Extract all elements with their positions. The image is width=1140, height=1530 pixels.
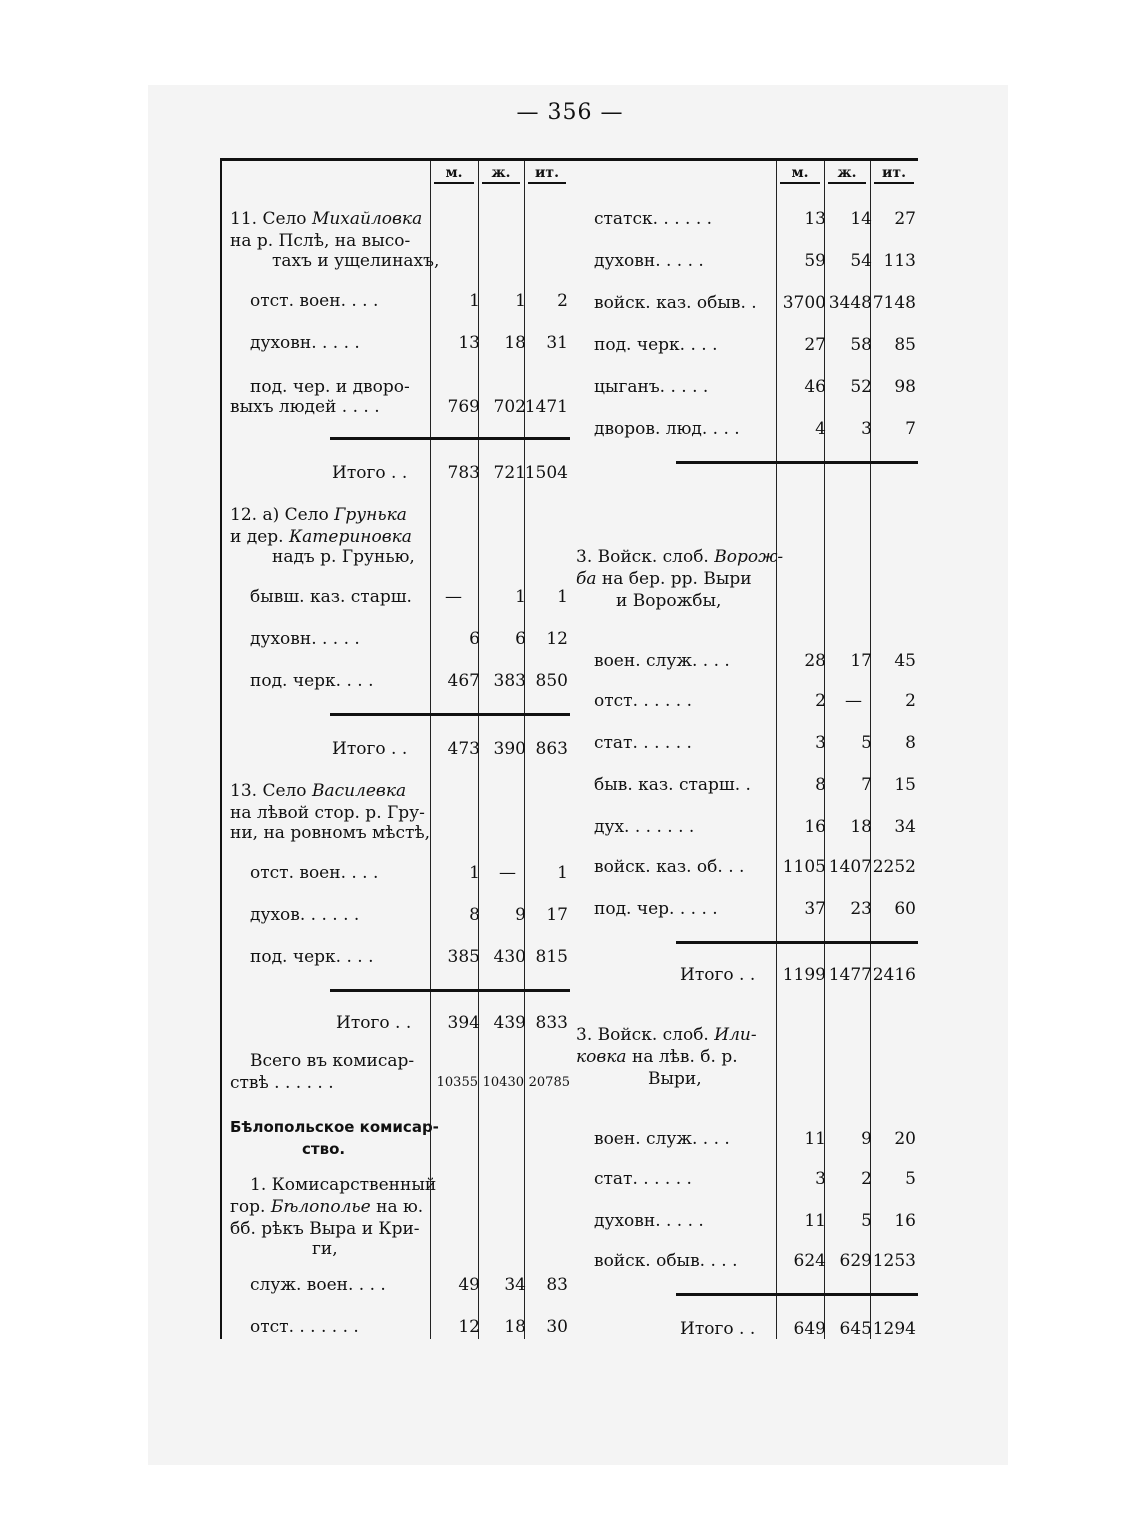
value-it: 45: [894, 651, 916, 671]
value-it: 833: [535, 1013, 568, 1033]
value-zh: 3448: [828, 293, 872, 313]
header-it: ит.: [528, 165, 566, 184]
value-m: 3: [815, 733, 826, 753]
value-m: 473: [447, 739, 480, 759]
header-zh: ж.: [828, 165, 866, 184]
value-it: 27: [894, 209, 916, 229]
total-rule: [330, 989, 570, 992]
row-label: стат. . . . . .: [594, 733, 692, 753]
value-it: 2252: [872, 857, 916, 877]
value-m: 59: [804, 251, 826, 271]
row-label: под. чер. . . . .: [594, 899, 718, 919]
value-zh: 9: [515, 905, 526, 925]
value-m: 769: [447, 397, 480, 417]
value-zh: 17: [850, 651, 872, 671]
value-it: 98: [894, 377, 916, 397]
village-name: Бѣлополье: [270, 1197, 371, 1217]
value-zh: 383: [493, 671, 526, 691]
value-zh: 645: [839, 1319, 872, 1339]
value-it: 2: [557, 291, 568, 311]
row-label: отст. . . . . .: [594, 691, 693, 711]
settlement-desc: и Ворожбы,: [616, 591, 722, 611]
value-m: 385: [447, 947, 480, 967]
value-it: 17: [546, 905, 568, 925]
value-it: 30: [546, 1317, 568, 1337]
village-desc: тахъ и ущелинахъ,: [272, 251, 440, 271]
village-name: Михайловка: [311, 209, 423, 229]
value-it: 1504: [524, 463, 568, 483]
row-label: под. черк. . . .: [250, 671, 374, 691]
value-m: 8: [469, 905, 480, 925]
value-zh: 18: [850, 817, 872, 837]
value-m: 28: [804, 651, 826, 671]
value-zh: —: [499, 863, 516, 883]
value-zh: 721: [493, 463, 526, 483]
total-label: Итого . .: [680, 1319, 756, 1339]
row-label: стат. . . . . .: [594, 1169, 692, 1189]
value-m: —: [445, 587, 462, 607]
value-m: 49: [458, 1275, 480, 1295]
value-zh: 7: [861, 775, 872, 795]
value-it: 850: [535, 671, 568, 691]
row-label: отст. воен. . . .: [250, 291, 379, 311]
left-column: [220, 158, 570, 1339]
grand-total-label: Всего въ комисар-: [250, 1051, 415, 1071]
total-label: Итого . .: [336, 1013, 412, 1033]
value-it: 12: [546, 629, 568, 649]
value-zh: 34: [504, 1275, 526, 1295]
value-zh: 629: [839, 1251, 872, 1271]
value-it: 1294: [872, 1319, 916, 1339]
value-m: 11: [804, 1129, 826, 1149]
village-desc: на р. Пслѣ, на высо-: [230, 231, 411, 251]
settlement-number: 3. Войск. слоб.: [576, 1025, 709, 1045]
value-zh: 52: [850, 377, 872, 397]
row-label: дух. . . . . . .: [594, 817, 695, 837]
settlement-desc: на лѣв. б. р.: [631, 1047, 738, 1067]
value-zh: 390: [493, 739, 526, 759]
value-zh: 3: [861, 419, 872, 439]
value-m: 12: [458, 1317, 480, 1337]
total-rule: [330, 713, 570, 716]
value-it: 2: [905, 691, 916, 711]
value-m: 37: [804, 899, 826, 919]
value-m: 3700: [782, 293, 826, 313]
value-it: 85: [894, 335, 916, 355]
page-number: — 356 —: [516, 100, 624, 125]
village-name: Катериновка: [288, 527, 412, 547]
settlement-desc: на бер. рр. Выри: [601, 569, 752, 589]
value-m: 649: [793, 1319, 826, 1339]
village-name: Грунька: [334, 505, 407, 525]
value-zh: 6: [515, 629, 526, 649]
value-m: 783: [447, 463, 480, 483]
value-zh: 702: [493, 397, 526, 417]
row-label: выхъ людей . . . .: [230, 397, 380, 417]
value-m: 1: [469, 863, 480, 883]
value-it: 34: [894, 817, 916, 837]
total-label: Итого . .: [332, 739, 408, 759]
village-desc: ни, на ровномъ мѣстѣ,: [230, 823, 431, 843]
row-label: войск. каз. обыв. .: [594, 293, 757, 313]
value-zh: 1407: [828, 857, 872, 877]
village-number: 12. а) Село: [230, 505, 329, 525]
row-label: бывш. каз. старш.: [250, 587, 412, 607]
row-label: войск. каз. об. . .: [594, 857, 745, 877]
row-label: отст. воен. . . .: [250, 863, 379, 883]
value-m: 46: [804, 377, 826, 397]
row-label: духовн. . . . .: [250, 629, 360, 649]
settlement-desc: Выри,: [648, 1069, 702, 1089]
total-label: Итого . .: [680, 965, 756, 985]
value-zh: 5: [861, 733, 872, 753]
value-it: 863: [535, 739, 568, 759]
col-divider: [776, 161, 777, 1339]
settlement-number: 3. Войск. слоб.: [576, 547, 709, 567]
value-zh: 1477: [828, 965, 872, 985]
value-it: 1471: [524, 397, 568, 417]
value-zh: 1: [515, 291, 526, 311]
value-zh: —: [845, 691, 862, 711]
value-m: 1199: [782, 965, 826, 985]
value-m: 13: [804, 209, 826, 229]
value-zh: 10430: [482, 1075, 524, 1090]
total-rule: [676, 941, 918, 944]
value-m: 394: [447, 1013, 480, 1033]
row-label: дворов. люд. . . .: [594, 419, 740, 439]
row-label: воен. служ. . . .: [594, 1129, 730, 1149]
total-label: Итого . .: [332, 463, 408, 483]
value-it: 1: [557, 587, 568, 607]
row-label: духовн. . . . .: [594, 1211, 704, 1231]
row-label: под. черк. . . .: [594, 335, 718, 355]
value-it: 20785: [528, 1075, 570, 1090]
text: на ю.: [376, 1197, 424, 1217]
village-desc: на лѣвой стор. р. Гру-: [230, 803, 425, 823]
settlement-name: Ворож-: [714, 547, 784, 567]
value-m: 1105: [782, 857, 826, 877]
village-desc: бб. рѣкъ Выра и Кри-: [230, 1219, 420, 1239]
row-label: служ. воен. . . .: [250, 1275, 386, 1295]
value-it: 1: [557, 863, 568, 883]
value-zh: 2: [861, 1169, 872, 1189]
value-it: 15: [894, 775, 916, 795]
value-m: 624: [793, 1251, 826, 1271]
value-m: 11: [804, 1211, 826, 1231]
village-desc: надъ р. Грунью,: [272, 547, 415, 567]
value-it: 83: [546, 1275, 568, 1295]
value-zh: 9: [861, 1129, 872, 1149]
value-m: 4: [815, 419, 826, 439]
row-label: под. чер. и дворо-: [250, 377, 410, 397]
village-number: 1. Комисарственный: [250, 1175, 437, 1195]
row-label: цыганъ. . . . .: [594, 377, 709, 397]
row-label: духов. . . . . .: [250, 905, 360, 925]
value-m: 467: [447, 671, 480, 691]
header-it: ит.: [874, 165, 914, 184]
col-divider: [430, 161, 431, 1339]
header-m: м.: [780, 165, 820, 184]
value-it: 16: [894, 1211, 916, 1231]
value-zh: 5: [861, 1211, 872, 1231]
value-m: 1: [469, 291, 480, 311]
value-m: 2: [815, 691, 826, 711]
village-desc: ги,: [312, 1239, 338, 1259]
settlement-name: Или-: [714, 1025, 757, 1045]
settlement-name: ба: [576, 569, 597, 589]
value-it: 20: [894, 1129, 916, 1149]
row-label: под. черк. . . .: [250, 947, 374, 967]
value-it: 31: [546, 333, 568, 353]
value-zh: 430: [493, 947, 526, 967]
value-it: 2416: [872, 965, 916, 985]
value-zh: 58: [850, 335, 872, 355]
section-title: Бѣлопольское комисар-: [230, 1118, 439, 1136]
header-zh: ж.: [482, 165, 520, 184]
value-m: 10355: [436, 1075, 478, 1090]
header-m: м.: [434, 165, 474, 184]
value-zh: 23: [850, 899, 872, 919]
value-it: 1253: [872, 1251, 916, 1271]
row-label: духовн. . . . .: [594, 251, 704, 271]
value-it: 7: [905, 419, 916, 439]
value-zh: 54: [850, 251, 872, 271]
row-label: войск. обыв. . . .: [594, 1251, 738, 1271]
total-rule: [330, 437, 570, 440]
value-m: 16: [804, 817, 826, 837]
section-title: ство.: [302, 1140, 346, 1158]
value-zh: 14: [850, 209, 872, 229]
row-label: быв. каз. старш. .: [594, 775, 751, 795]
row-label: духовн. . . . .: [250, 333, 360, 353]
village-name: Василевка: [311, 781, 407, 801]
value-zh: 439: [493, 1013, 526, 1033]
row-label: статск. . . . . .: [594, 209, 713, 229]
right-column: [568, 158, 918, 1339]
value-zh: 1: [515, 587, 526, 607]
value-zh: 18: [504, 1317, 526, 1337]
text: гор.: [230, 1197, 266, 1217]
value-m: 8: [815, 775, 826, 795]
value-zh: 18: [504, 333, 526, 353]
value-it: 8: [905, 733, 916, 753]
row-label: воен. служ. . . .: [594, 651, 730, 671]
total-rule: [676, 1293, 918, 1296]
row-label: отст. . . . . . .: [250, 1317, 359, 1337]
value-m: 6: [469, 629, 480, 649]
value-m: 27: [804, 335, 826, 355]
village-number: 13. Село: [230, 781, 307, 801]
total-rule: [676, 461, 918, 464]
text: и дер.: [230, 527, 284, 547]
value-m: 3: [815, 1169, 826, 1189]
value-it: 60: [894, 899, 916, 919]
settlement-name: ковка: [576, 1047, 627, 1067]
value-it: 5: [905, 1169, 916, 1189]
village-number: 11. Село: [230, 209, 307, 229]
grand-total-label: ствѣ . . . . . .: [230, 1073, 334, 1093]
value-m: 13: [458, 333, 480, 353]
value-it: 7148: [872, 293, 916, 313]
value-it: 113: [883, 251, 916, 271]
value-it: 815: [535, 947, 568, 967]
